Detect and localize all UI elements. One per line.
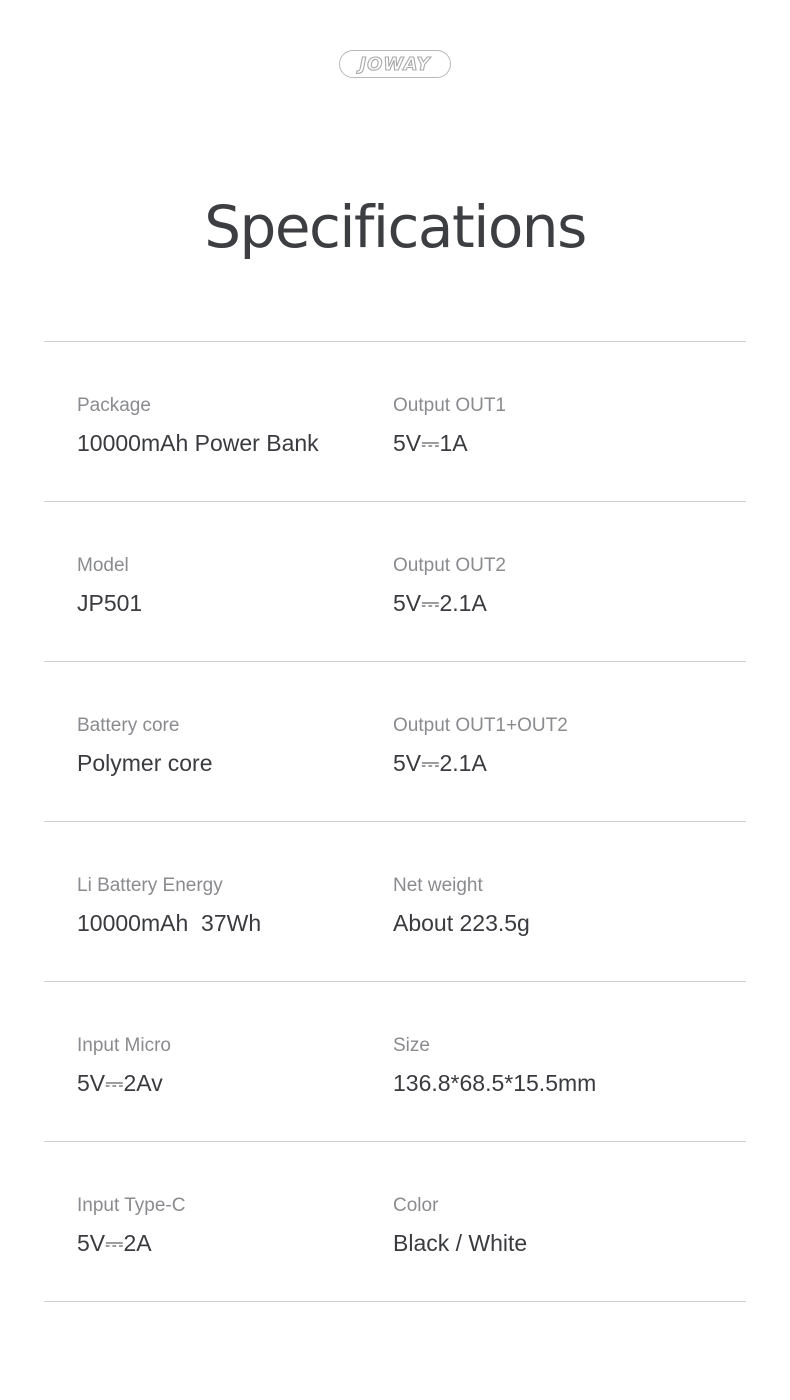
spec-label: Output OUT1 <box>393 395 506 416</box>
spec-value: 5V⎓2.1A <box>393 750 487 776</box>
spec-label: Size <box>393 1035 430 1056</box>
brand-logo-text: JOWAY <box>359 53 431 75</box>
spec-label: Model <box>77 555 129 576</box>
spec-item-output-out1 <box>393 394 506 458</box>
spec-table <box>44 341 746 1302</box>
spec-row <box>44 982 746 1142</box>
spec-item-color <box>393 1194 527 1258</box>
spec-label: Net weight <box>393 875 483 896</box>
spec-label: Battery core <box>77 715 180 736</box>
spec-item-package <box>77 394 319 458</box>
spec-label: Output OUT2 <box>393 555 506 576</box>
spec-item-input-micro <box>77 1034 171 1098</box>
spec-value: Black / White <box>393 1230 528 1256</box>
spec-label: Package <box>77 395 151 416</box>
spec-value: 10000mAh 37Wh <box>77 910 262 936</box>
spec-label: Li Battery Energy <box>77 875 223 896</box>
spec-item-net-weight <box>393 874 530 938</box>
spec-row <box>44 822 746 982</box>
spec-row <box>44 1142 746 1302</box>
spec-label: Input Type-C <box>77 1195 186 1216</box>
spec-value: Polymer core <box>77 750 213 776</box>
spec-item-battery-energy <box>77 874 261 938</box>
spec-value: 136.8*68.5*15.5mm <box>393 1070 597 1096</box>
spec-value: About 223.5g <box>393 910 530 936</box>
spec-item-size <box>393 1034 596 1098</box>
spec-item-battery-core <box>77 714 212 778</box>
brand-logo <box>339 50 451 78</box>
spec-label: Input Micro <box>77 1035 171 1056</box>
spec-value: JP501 <box>77 590 143 616</box>
spec-item-output-combined <box>393 714 568 778</box>
spec-row <box>44 342 746 502</box>
spec-value: 5V⎓2.1A <box>393 590 487 616</box>
spec-value: 5V⎓1A <box>393 430 468 456</box>
page-title: Specifications <box>204 192 586 261</box>
spec-item-model <box>77 554 142 618</box>
spec-row <box>44 502 746 662</box>
spec-value: 5V⎓2Av <box>77 1070 163 1096</box>
spec-item-input-type-c <box>77 1194 185 1258</box>
spec-value: 10000mAh Power Bank <box>77 430 319 456</box>
spec-row <box>44 662 746 822</box>
spec-value: 5V⎓2A <box>77 1230 152 1256</box>
spec-item-output-out2 <box>393 554 506 618</box>
spec-label: Color <box>393 1195 439 1216</box>
spec-label: Output OUT1+OUT2 <box>393 715 568 736</box>
